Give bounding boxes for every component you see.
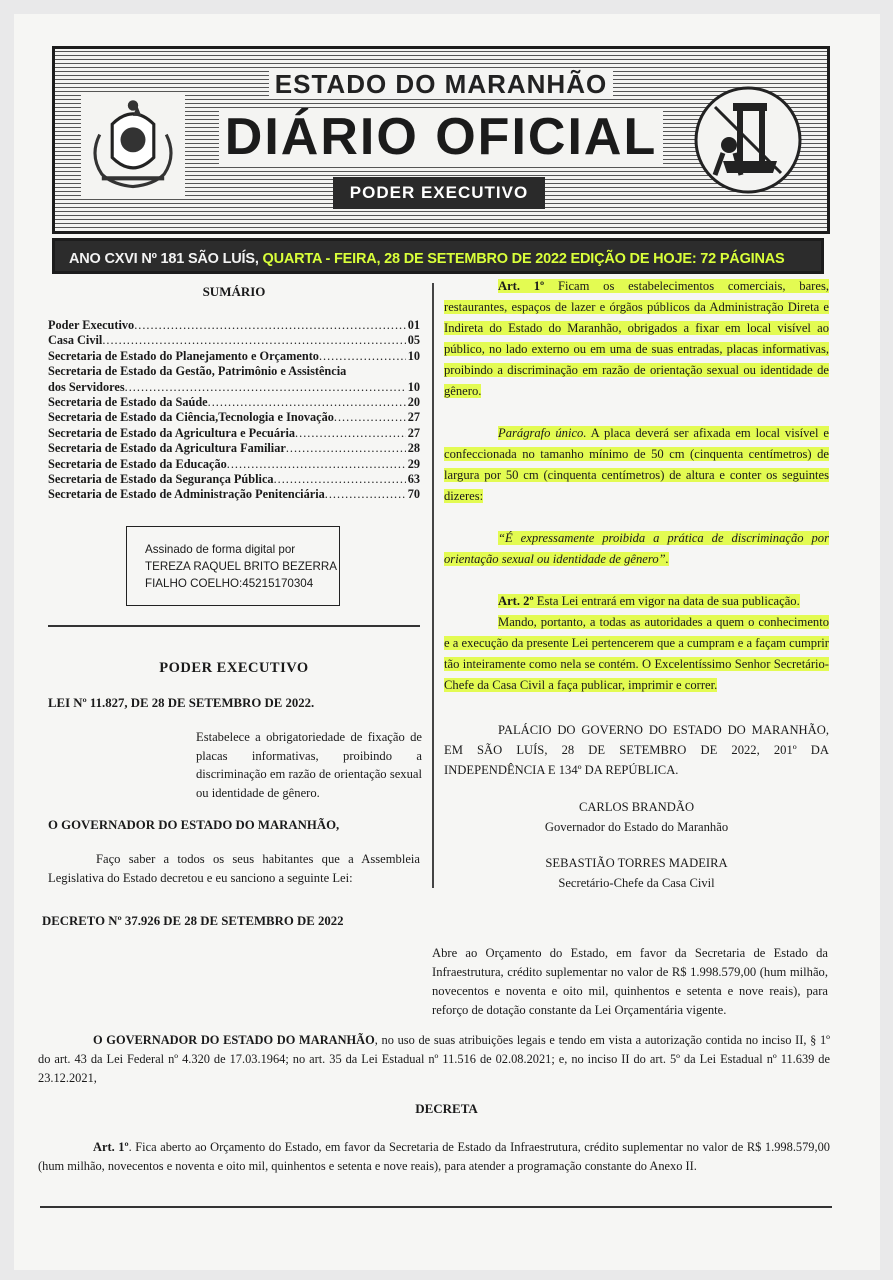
sole-paragraph: Parágrafo único. A placa deverá ser afixada em local visível e confeccionada no tamanho mínimo de 50 cm (cinquenta centímetros) de largura por 50 cm (cinquenta centímetros) de altura e conter os seguintes dizeres: (444, 426, 829, 503)
decree-title: DECRETO Nº 37.926 DE 28 DE SETEMBRO DE 2022 (42, 914, 344, 928)
digital-signature-box: Assinado de forma digital por TEREZA RAQUEL BRITO BEZERRA FIALHO COELHO:45215170304 (126, 526, 340, 606)
summary-item: Secretaria de Estado de Administração Penitenciária ..... 70 (48, 487, 420, 502)
decree-heading: DECRETA (415, 1101, 478, 1116)
summary-item: Secretaria de Estado da Segurança Pública ..... 63 (48, 472, 420, 487)
power-label: PODER EXECUTIVO (333, 177, 545, 209)
palace-closing: PALÁCIO DO GOVERNO DO ESTADO DO MARANHÃO, EM SÃO LUÍS, 28 DE SETEMBRO DE 2022, 201º DA INDEPENDÊNCIA E 134º DA REPÚBLICA. (444, 723, 829, 777)
summary-title: SUMÁRIO (202, 284, 266, 299)
summary-item: Secretaria de Estado da Educação ..... 29 (48, 457, 420, 472)
summary-item: Secretaria de Estado da Gestão, Patrimônio e Assistência (48, 364, 347, 379)
article-1: Art. 1º Ficam os estabelecimentos comerciais, bares, restaurantes, espaços de lazer e órgãos públicos da Administração Direta e Indireta do Estado do Maranhão, obrigados a fixar em local visível ao público, no lado externo ou em uma de suas entradas, placas informativas, proibindo a discriminação em razão de orientação sexual ou identidade de gênero. (444, 279, 829, 398)
masthead (52, 46, 830, 234)
right-column (444, 276, 829, 893)
summary-item: Casa Civil ..... 05 (48, 333, 420, 348)
section-title: PODER EXECUTIVO (159, 660, 309, 676)
decree-article-1: Art. 1º. Fica aberto ao Orçamento do Estado, em favor da Secretaria de Estado da Infraestrutura, crédito suplementar no valor de R$ 1.998.579,00 (hum milhão, novecentos e noventa e oito mil, quinhentos e setenta e nove reais), para atender a programação constante do Anexo II. (38, 1140, 830, 1173)
decree-preamble: O GOVERNADOR DO ESTADO DO MARANHÃO, no uso de suas atribuições legais e tendo em vista a autorização contida no inciso II, § 1º do art. 43 da Lei Federal nº 4.320 de 17.03.1964; no art. 35 da Lei Estadual nº 11.516 de 02.08.2021; e, no inciso II do art. 5º da Lei Estadual nº 11.639 de 23.12.2021, (38, 1033, 830, 1085)
law-title: LEI Nº 11.827, DE 28 DE SETEMBRO DE 2022. (48, 696, 315, 710)
summary-item: Secretaria de Estado da Ciência,Tecnologia e Inovação ..... 27 (48, 410, 420, 425)
summary-item: Secretaria de Estado da Agricultura e Pecuária ..... 27 (48, 426, 420, 441)
required-sign-text: “É expressamente proibida a prática de discriminação por orientação sexual ou identidade de gênero”. (444, 531, 829, 566)
summary-item-continued: dos Servidores ..... 10 (48, 380, 420, 395)
governor-signature: CARLOS BRANDÃO Governador do Estado do Maranhão (544, 800, 729, 834)
journal-title: DIÁRIO OFICIAL (61, 107, 821, 167)
summary-item: Poder Executivo ..... 01 (48, 318, 420, 333)
law-summary: Estabelece a obrigatoriedade de fixação de placas informativas, proibindo a discriminação em razão de orientação sexual ou identidade de gênero. (196, 730, 422, 800)
summary-item: Secretaria de Estado da Saúde ..... 20 (48, 395, 420, 410)
summary-list (48, 318, 420, 503)
bottom-divider (40, 1206, 832, 1208)
coat-of-arms-icon (81, 93, 185, 197)
article-2: Art. 2º Esta Lei entrará em vigor na data de sua publicação. (498, 594, 800, 608)
secretary-signature: SEBASTIÃO TORRES MADEIRA Secretário-Chefe da Casa Civil (545, 856, 728, 890)
column-divider (432, 283, 434, 888)
section-divider (48, 625, 420, 627)
issue-line: ANO CXVI Nº 181 SÃO LUÍS, QUARTA - FEIRA, 28 DE SETEMBRO DE 2022 EDIÇÃO DE HOJE: 72 PÁGINAS (52, 238, 824, 274)
left-column (48, 282, 422, 885)
enactment-text: Faço saber a todos os seus habitantes que a Assembleia Legislativa do Estado decretou e eu sanciono a seguinte Lei: (48, 852, 420, 885)
summary-item: Secretaria de Estado do Planejamento e Orçamento ..... 10 (48, 349, 420, 364)
mandate-text: Mando, portanto, a todas as autoridades a quem o conhecimento e a execução da presente Lei pertencerem que a cumpram e a façam cumprir tão inteiramente como nela se contém. O Excelentíssimo Senhor Secretário-Chefe da Casa Civil a faça publicar, imprimir e correr. (444, 615, 829, 692)
press-logo-icon (693, 85, 803, 195)
governor-heading: O GOVERNADOR DO ESTADO DO MARANHÃO, (48, 818, 340, 832)
decree-summary: Abre ao Orçamento do Estado, em favor da Secretaria de Estado da Infraestrutura, crédito suplementar no valor de R$ 1.998.579,00 (hum milhão, novecentos e noventa e oito mil, quinhentos e setenta e nove reais), para reforço de dotação constante da Lei Orçamentária vigente. (432, 946, 828, 1017)
state-name: ESTADO DO MARANHÃO (61, 69, 821, 100)
summary-item: Secretaria de Estado da Agricultura Familiar ..... 28 (48, 441, 420, 456)
